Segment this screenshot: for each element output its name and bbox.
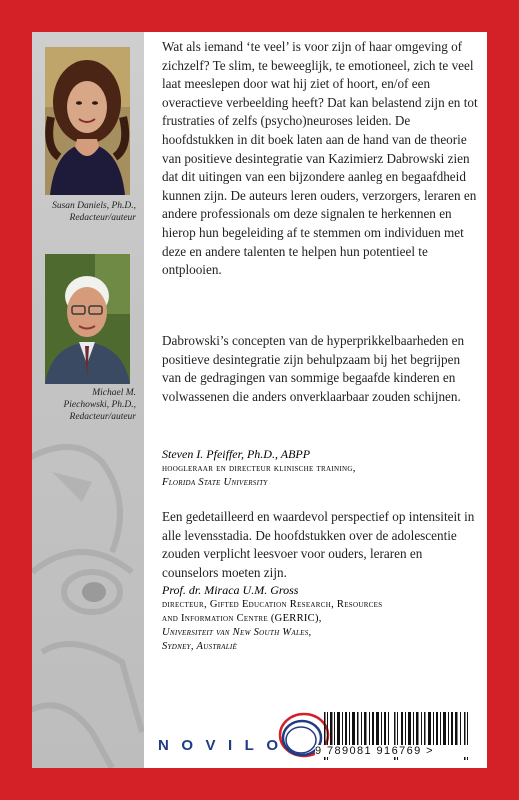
quote-1-institution: Florida State University: [162, 477, 268, 488]
intro-text-block: [162, 38, 482, 280]
author-caption-1: [32, 200, 136, 224]
quote-2-title-line-1: directeur, Gifted Education Research, Resources: [162, 599, 383, 610]
author-photo-susan-daniels: [45, 47, 130, 195]
quote-2-text: Een gedetailleerd en waardevol perspectief op intensiteit in alle levensstadia. De hoofdstukken over de adolescentie zouden verplicht leesvoer voor ouders, leraren en counselors moeten zijn.: [162, 509, 475, 580]
author-caption-2: [32, 387, 136, 423]
author-photo-michael-piechowski: [45, 254, 130, 384]
publisher-logo: [158, 702, 338, 762]
intro-paragraph: Wat als iemand ‘te veel’ is voor zijn of haar omgeving of zichzelf? Te slim, te beweeglijk, te emotioneel, zich te veel laat meeslepen door wat hij ziet of hoort, en/of een overactieve verbeelding heeft? Dat kan belastend zijn en tot frustraties of zelfs (psycho)neuroses leiden. De hoofdstukken in dit boek laten aan de hand van de theorie van positieve desintegratie van Kazimierz Dabrowski zien dat dit uitingen van een bijzondere aanleg en begaafdheid kunnen zijn. De auteurs leren ouders, verzorgers, leraren en andere professionals om deze signalen te herkennen en hierop hun begeleiding af te stemmen om individuen met deze en andere talenten te helpen hun potentieel te ontplooien.: [162, 39, 478, 278]
quote-1-attribution: [162, 446, 482, 490]
sidebar: [32, 32, 144, 768]
author-name-line-2: Piechowski, Ph.D.,: [63, 400, 136, 410]
quote-2-title-line-2: and Information Centre (GERRIC),: [162, 613, 322, 624]
author-name: Susan Daniels, Ph.D.,: [52, 201, 136, 211]
author-name-line-1: Michael M.: [92, 388, 136, 398]
back-cover: [32, 32, 487, 768]
quote-1-block: [162, 332, 482, 406]
quote-2-location: Sydney, Australië: [162, 641, 238, 652]
publisher-logo-text: NOVILO: [158, 737, 291, 754]
author-role: Redacteur/auteur: [69, 213, 136, 223]
quote-2-institution: Universiteit van New South Wales,: [162, 627, 312, 638]
quote-2-block: [162, 508, 482, 582]
quote-2-attribution: [162, 582, 482, 654]
quote-1-title: hoogleraar en directeur klinische training,: [162, 463, 356, 474]
quote-1-author: Steven I. Pfeiffer, Ph.D., ABPP: [162, 447, 311, 461]
quote-1-text: Dabrowski’s concepten van de hyperprikkelbaarheden en positieve desintegratie zijn behulpzaam bij het begrijpen van de gedragingen van sommige begaafde kinderen en volwassenen die anders onverklaarbaar zouden schijnen.: [162, 333, 465, 404]
isbn-number: 9 789081 916769 >: [315, 745, 487, 757]
quote-2-author: Prof. dr. Miraca U.M. Gross: [162, 583, 299, 597]
author-role: Redacteur/auteur: [69, 412, 136, 422]
